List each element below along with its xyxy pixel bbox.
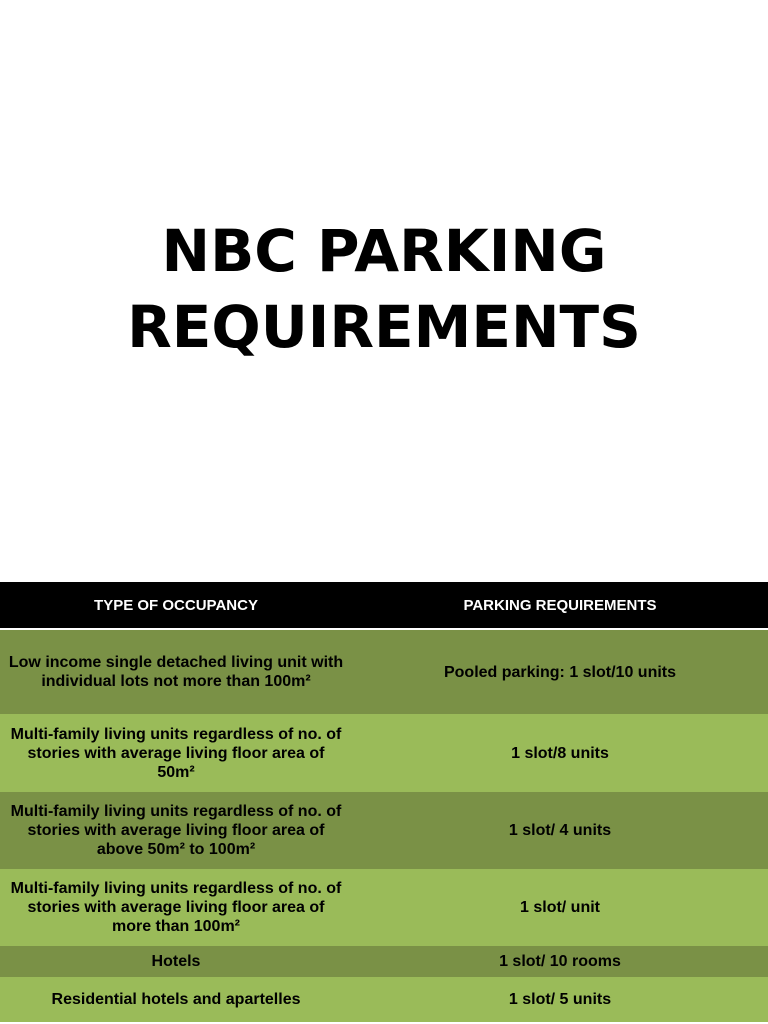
table-row	[0, 630, 768, 714]
page-title	[0, 213, 768, 365]
title-line-1: NBC PARKING	[161, 217, 607, 285]
table-row	[0, 977, 768, 1022]
parking-requirements-table	[0, 582, 768, 1024]
parking-cell: 1 slot/ unit	[520, 899, 600, 916]
occupancy-cell: Multi-family living units regardless of no. of stories with average living floor area of 50m²	[10, 725, 342, 781]
table-row	[0, 714, 768, 792]
table-row	[0, 946, 768, 977]
occupancy-cell: Low income single detached living unit with individual lots not more than 100m²	[8, 654, 344, 690]
title-line-2: REQUIREMENTS	[127, 293, 641, 361]
parking-cell: 1 slot/8 units	[511, 744, 609, 762]
occupancy-cell: Multi-family living units regardless of no. of stories with average living floor area of above 50m² to 100m²	[10, 803, 342, 858]
occupancy-cell: Multi-family living units regardless of no. of stories with average living floor area of more than 100m²	[10, 880, 342, 935]
table-row	[0, 792, 768, 869]
parking-cell: 1 slot/ 4 units	[508, 822, 612, 839]
occupancy-cell: Residential hotels and apartelles	[51, 991, 301, 1008]
table-header-row	[0, 582, 768, 630]
table-row	[0, 869, 768, 946]
header-parking: PARKING REQUIREMENTS	[463, 596, 657, 614]
parking-cell: Pooled parking: 1 slot/10 units	[443, 663, 677, 681]
occupancy-cell: Hotels	[151, 953, 201, 970]
header-occupancy: TYPE OF OCCUPANCY	[94, 596, 258, 614]
parking-cell: 1 slot/ 5 units	[508, 991, 612, 1008]
parking-cell: 1 slot/ 10 rooms	[499, 953, 621, 970]
